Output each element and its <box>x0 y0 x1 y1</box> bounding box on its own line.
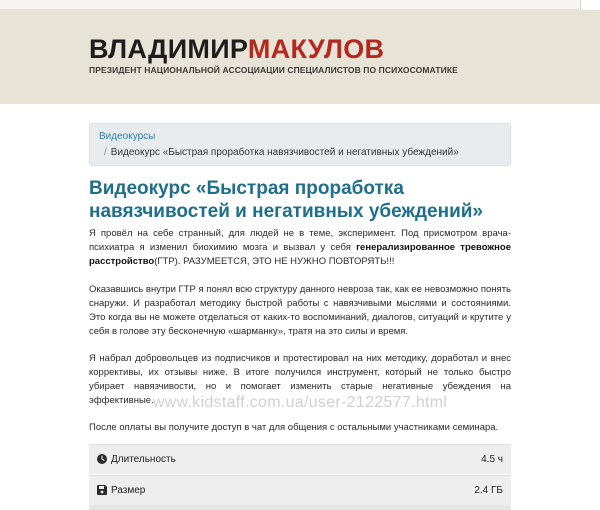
paragraph-method: Оказавшись внутри ГТР я понял всю структуру данного невроза так, как ее невозможно понять снаружи. И разработал методику быстрой работы с навязчивыми мыслями и состояниями. Это когда вы не можете отделаться от каких-то воспоминаний, диалогов, ситуаций и крутите у себя в голове эту бесконечную «шарманку», тратя на это силы и время. <box>89 284 511 337</box>
duration-label: Длительность <box>111 454 176 465</box>
page-title: Видеокурс «Быстрая проработка навязчивостей и негативных убеждений» <box>89 178 483 222</box>
size-label: Размер <box>111 485 146 496</box>
paragraph-experiment-text-a: Я провёл на себе странный, для людей не в теме, эксперимент. Под присмотром врача-психиатра я изменил биохимию мозга и вызвал у себя <box>89 228 511 253</box>
breadcrumb-current <box>104 147 459 158</box>
logo-last-name: МАКУЛОВ <box>247 34 385 64</box>
paragraph-experiment <box>89 227 511 269</box>
breadcrumb-link-videocourses[interactable]: Видеокурсы <box>99 131 156 142</box>
breadcrumb-current-label: Видеокурс «Быстрая проработка навязчивостей и негативных убеждений» <box>110 147 459 158</box>
site-header <box>0 10 600 104</box>
site-logo[interactable] <box>89 34 384 64</box>
paragraph-experiment-text-b: (ГТР). РАЗУМЕЕТСЯ, ЭТО НЕ НУЖНО ПОВТОРЯТЬ!!! <box>154 256 395 267</box>
duration-value: 4.5 ч <box>481 454 503 465</box>
breadcrumb <box>89 123 511 166</box>
floppy-disk-icon <box>97 485 107 495</box>
paragraph-volunteers: Я набрал добровольцев из подписчиков и протестировал на них методику, доработал и внес коррективы, их отзывы ниже. В итоге получился инструмент, который не только быстро убирает навязчивости, но и помогает изменить старые негативные убеждения на эффективные. <box>89 353 511 406</box>
watermark: www.kidstaff.com.ua/user-2122577.html <box>152 394 448 411</box>
info-row-duration <box>89 444 511 474</box>
logo-first-name: ВЛАДИМИР <box>89 34 248 64</box>
clock-icon <box>97 454 107 464</box>
site-tagline: ПРЕЗИДЕНТ НАЦИОНАЛЬНОЙ АССОЦИАЦИИ СПЕЦИАЛИСТОВ ПО ПСИХОСОМАТИКЕ <box>89 65 458 75</box>
breadcrumb-separator: / <box>104 147 107 158</box>
info-row-size <box>89 475 511 505</box>
browser-tab[interactable] <box>580 0 600 10</box>
info-row-next <box>89 505 511 510</box>
size-value: 2.4 ГБ <box>474 485 503 496</box>
paragraph-chat-access: После оплаты вы получите доступ в чат для общения с остальными участниками семинара. <box>89 422 499 433</box>
paragraph-experiment-bold: генерализированное тревожное расстройство <box>89 242 511 267</box>
browser-top-strip <box>0 0 600 10</box>
